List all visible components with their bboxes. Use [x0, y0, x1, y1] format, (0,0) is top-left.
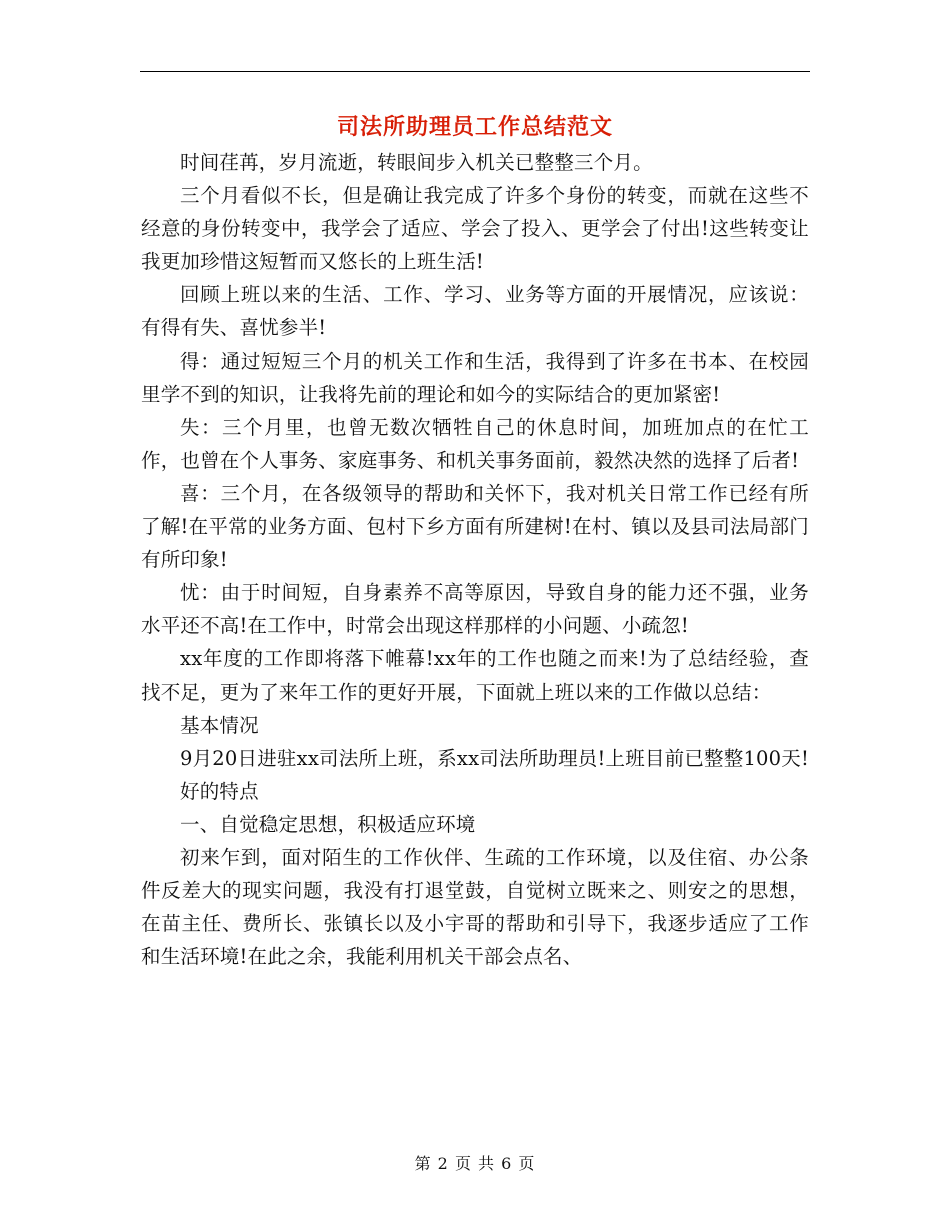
paragraph: 9月20日进驻xx司法所上班，系xx司法所助理员!上班目前已整整100天! [180, 746, 810, 770]
document-title: 司法所助理员工作总结范文 [336, 114, 613, 140]
paragraph: xx年度的工作即将落下帷幕!xx年的工作也随之而来!为了总结经验，查找不足，更为了来年工作的更好开展，下面就上班以来的工作做以总结： [141, 647, 809, 704]
paragraph: 喜：三个月，在各级领导的帮助和关怀下，我对机关日常工作已经有所了解!在平常的业务方面、包村下乡方面有所建树!在村、镇以及县司法局部门有所印象! [141, 481, 809, 572]
paragraph: 三个月看似不长，但是确让我完成了许多个身份的转变，而就在这些不经意的身份转变中，我学会了适应、学会了投入、更学会了付出!这些转变让我更加珍惜这短暂而又悠长的上班生活! [141, 184, 809, 274]
section-heading: 基本情况 [180, 713, 259, 737]
section-heading: 好的特点 [180, 779, 259, 803]
paragraph: 时间荏苒，岁月流逝，转眼间步入机关已整整三个月。 [180, 151, 653, 174]
page-number: 第 2 页 共 6 页 [414, 1154, 536, 1173]
section-heading: 一、自觉稳定思想，积极适应环境 [180, 812, 476, 836]
paragraph: 回顾上班以来的生活、工作、学习、业务等方面的开展情况，应该说：有得有失、喜忧参半! [141, 283, 809, 340]
header-rule [140, 71, 810, 72]
paragraph: 初来乍到，面对陌生的工作伙伴、生疏的工作环境，以及住宿、办公条件反差大的现实问题，我没有打退堂鼓，自觉树立既来之、则安之的思想，在苗主任、费所长、张镇长以及小宇哥的帮助和引导下，我逐步适应了工作和生活环境!在此之余，我能利用机关干部会点名、 [141, 845, 809, 969]
paragraph: 失：三个月里，也曾无数次牺牲自己的休息时间，加班加点的在忙工作，也曾在个人事务、家庭事务、和机关事务面前，毅然决然的选择了后者! [141, 415, 809, 472]
paragraph: 忧：由于时间短，自身素养不高等原因，导致自身的能力还不强，业务水平还不高!在工作中，时常会出现这样那样的小问题、小疏忽! [141, 581, 809, 638]
document-body [141, 146, 809, 973]
paragraph: 得：通过短短三个月的机关工作和生活，我得到了许多在书本、在校园里学不到的知识，让我将先前的理论和如今的实际结合的更加紧密! [141, 349, 809, 406]
